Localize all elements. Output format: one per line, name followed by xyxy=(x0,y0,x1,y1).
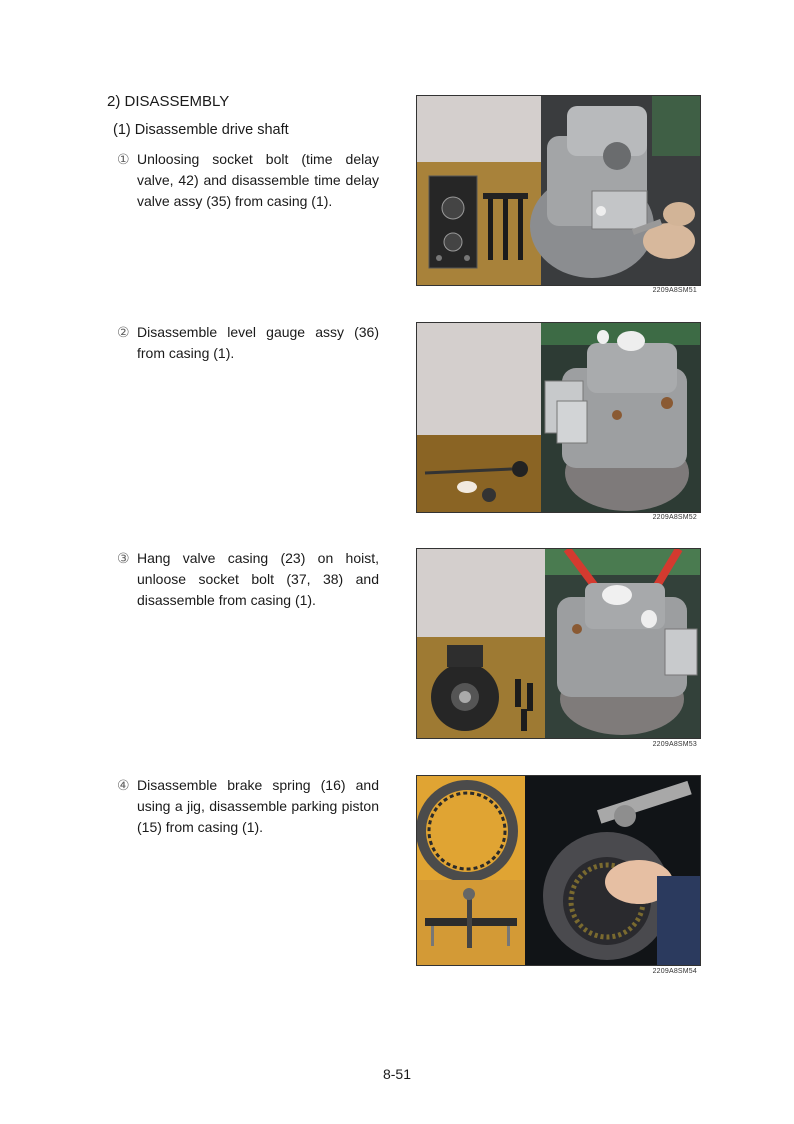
level-gauge-icon xyxy=(512,461,528,477)
subsection-title: (1) Disassemble drive shaft xyxy=(113,122,289,138)
step-4 xyxy=(117,775,379,838)
step-4-number: ④ xyxy=(117,777,130,793)
step-2-number: ② xyxy=(117,324,130,340)
valve-block-icon xyxy=(429,176,477,268)
step-1-number: ① xyxy=(117,151,130,167)
step-3-text: Hang valve casing (23) on hoist, unloose socket bolt (37, 38) and disassemble from casing (1). xyxy=(137,550,379,608)
step-1 xyxy=(117,149,379,212)
photo-2 xyxy=(416,322,701,513)
step-4-text: Disassemble brake spring (16) and using a jig, disassemble parking piston (15) from casing (1). xyxy=(137,777,379,835)
figure-4-caption: 2209A8SM54 xyxy=(652,968,697,975)
step-1-text: Unloosing socket bolt (time delay valve, 42) and disassemble time delay valve assy (35) from casing (1). xyxy=(137,151,379,209)
photo-1 xyxy=(416,95,701,286)
figure-1-caption: 2209A8SM51 xyxy=(652,287,697,294)
step-3 xyxy=(117,548,379,611)
step-2 xyxy=(117,322,379,364)
photo-4 xyxy=(416,775,701,966)
section-title: 2) DISASSEMBLY xyxy=(107,93,230,110)
photo-3 xyxy=(416,548,701,739)
step-3-number: ③ xyxy=(117,550,130,566)
figure-3-caption: 2209A8SM53 xyxy=(652,741,697,748)
page-number: 8-51 xyxy=(382,1066,412,1082)
step-2-text: Disassemble level gauge assy (36) from casing (1). xyxy=(137,324,379,361)
figure-2-caption: 2209A8SM52 xyxy=(652,514,697,521)
